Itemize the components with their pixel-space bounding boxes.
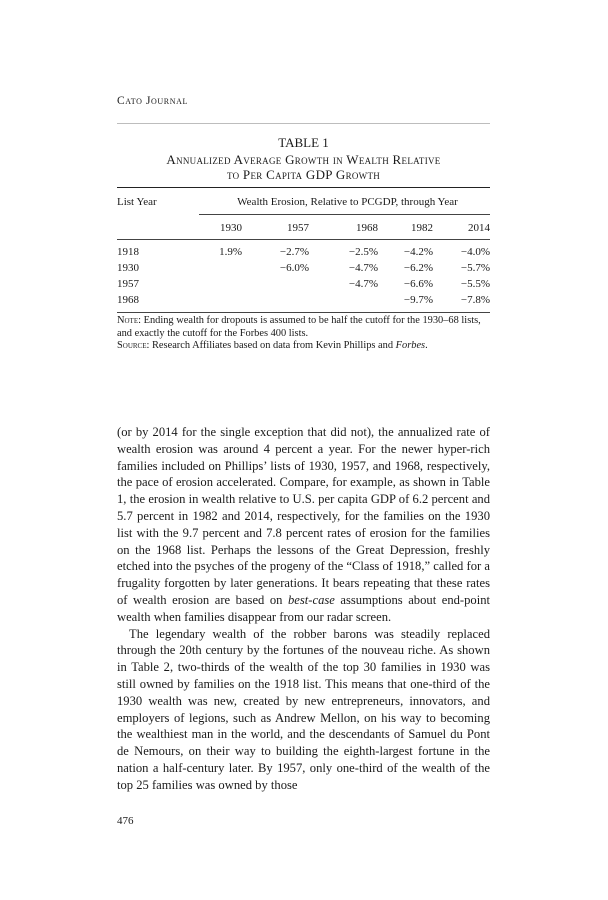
table-cell: −5.7% (460, 262, 490, 274)
source-label: Source: (117, 340, 150, 351)
row-label: 1918 (117, 246, 139, 258)
table-caption (117, 152, 490, 182)
table-source (117, 340, 490, 353)
table-cell: −2.5% (348, 246, 378, 258)
body-text (117, 424, 490, 794)
note-label: Note: (117, 315, 141, 326)
source-italic: Forbes (395, 340, 426, 351)
row-label: 1930 (117, 262, 139, 274)
table-cell: −7.8% (460, 294, 490, 306)
header-rule (117, 123, 490, 124)
table-cell: −6.0% (279, 262, 309, 274)
table-cell: −4.0% (460, 246, 490, 258)
table-note (117, 315, 490, 340)
column-header: 1930 (220, 222, 242, 234)
table-caption-line1: Annualized Average Growth in Wealth Relative (166, 152, 441, 167)
table-title: TABLE 1 (278, 135, 329, 150)
row-label: 1968 (117, 294, 139, 306)
table-top-rule (117, 187, 490, 188)
table-cell: −9.7% (403, 294, 433, 306)
source-end: . (425, 340, 428, 351)
note-text: Ending wealth for dropouts is assumed to be half the cutoff for the 1930–68 lists, and exactly the cutoff for the Forbes 400 lists. (117, 315, 481, 339)
paragraph (117, 424, 490, 626)
page-number: 476 (117, 815, 134, 827)
table-notes (117, 315, 490, 353)
paragraph-text: assumptions about end-point wealth when families disappear from our radar screen. (117, 592, 490, 624)
column-header: 2014 (468, 222, 490, 234)
source-text: Research Affiliates based on data from Kevin Phillips and (152, 340, 396, 351)
table-caption-line2: to Per Capita GDP Growth (226, 167, 381, 182)
table-cell: 1.9% (219, 246, 242, 258)
running-head: Cato Journal (117, 95, 188, 107)
header-bottom-rule (117, 239, 490, 240)
table-cell: −6.6% (403, 278, 433, 290)
stub-header: List Year (117, 196, 157, 208)
column-header: 1982 (411, 222, 433, 234)
row-label: 1957 (117, 278, 139, 290)
column-header: 1968 (356, 222, 378, 234)
paragraph-text: (or by 2014 for the single exception that did not), the annualized rate of wealth erosion was around 4 percent a year. For the newer hyper-rich families included on Phillips’ lists of 1930, 1957, and 1968, respectively, the pace of erosion accelerated. Compare, for example, as shown in Table 1, the erosion in wealth relative to U.S. per capita GDP of 6.2 percent and 5.7 percent in 1982 and 2014, respectively, for the families on the 1930 list with the 9.7 percent and 7.8 percent rates of erosion for the families on the 1968 list. Perhaps the lessons of the Great Depression, freshly etched into the psyches of the progeny of the “Class of 1918,” called for a frugality forgotten by later generations. It bears repeating that these rates of wealth erosion are based on (117, 425, 490, 607)
table-cell: −5.5% (460, 278, 490, 290)
spanner-rule (199, 214, 490, 215)
paragraph: The legendary wealth of the robber barons was steadily replaced through the 20th century by the fortunes of the nouveau riche. As shown in Table 2, two-thirds of the wealth of the top 30 families in 1930 was still owned by families on the 1918 list. This means that one-third of the 1930 wealth was new, created by new entrepreneurs, innovators, and employers of legions, such as Andrew Mellon, on his way to becoming the wealthiest man in the world, and the descendants of Samuel du Pont de Nemours, on their way to building the eighth-largest fortune in the nation a half-century later. By 1957, only one-third of the wealth of the top 25 families was owned by those (117, 626, 490, 792)
table-cell: −4.2% (403, 246, 433, 258)
table-cell: −4.7% (348, 262, 378, 274)
table-cell: −2.7% (279, 246, 309, 258)
emphasis-text: best-case (288, 592, 335, 607)
spanner-header: Wealth Erosion, Relative to PCGDP, through Year (237, 196, 458, 208)
table-bottom-rule (117, 312, 490, 313)
table-cell: −4.7% (348, 278, 378, 290)
table-cell: −6.2% (403, 262, 433, 274)
column-header: 1957 (287, 222, 309, 234)
